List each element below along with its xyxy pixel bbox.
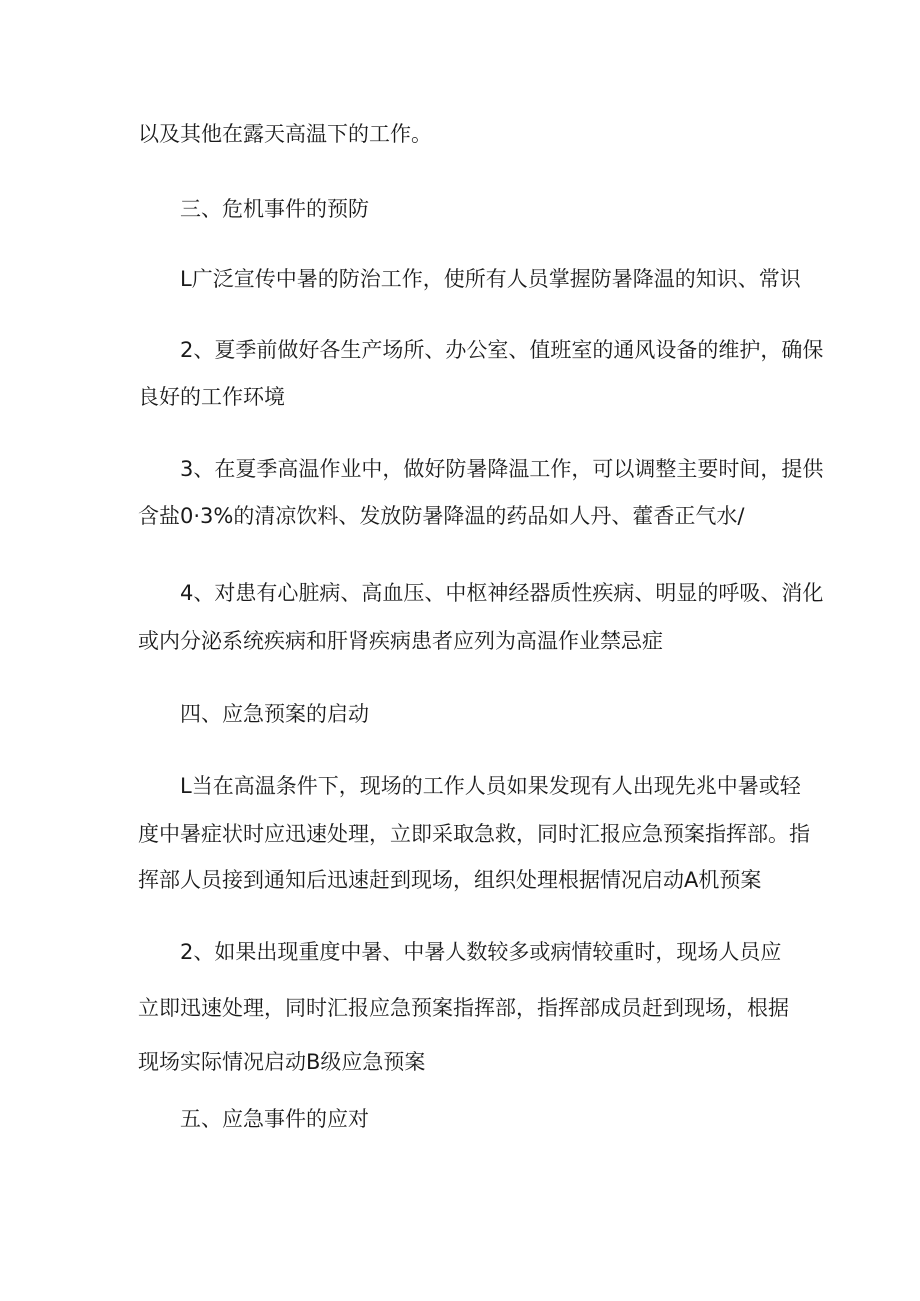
prevention-item-2-line-1: 2、夏季前做好各生产场所、办公室、值班室的通风设备的维护，确保	[180, 338, 824, 362]
prevention-item-1: L广泛宣传中暑的防治工作，使所有人员掌握防暑降温的知识、常识	[180, 267, 801, 291]
activation-item-1-line-3: 挥部人员接到通知后迅速赶到现场，组织处理根据情况启动A机预案	[138, 868, 762, 892]
activation-item-2-line-1: 2、如果出现重度中暑、中暑人数较多或病情较重时，现场人员应	[180, 940, 782, 964]
section-heading-response: 五、应急事件的应对	[180, 1107, 369, 1131]
activation-item-1-line-1: L当在高温条件下，现场的工作人员如果发现有人出现先兆中暑或轻	[180, 774, 801, 798]
activation-item-1-line-2: 度中暑症状时应迅速处理，立即采取急救，同时汇报应急预案指挥部。指	[138, 822, 810, 846]
prevention-item-3-line-1: 3、在夏季高温作业中，做好防暑降温工作，可以调整主要时间，提供	[180, 457, 824, 481]
prevention-item-4-line-2: 或内分泌系统疾病和肝肾疾病患者应列为高温作业禁忌症	[138, 629, 663, 653]
section-heading-activation: 四、应急预案的启动	[180, 702, 369, 726]
activation-item-2-line-3: 现场实际情况启动B级应急预案	[138, 1050, 426, 1074]
prevention-item-4-line-1: 4、对患有心脏病、高血压、中枢神经器质性疾病、明显的呼吸、消化	[180, 581, 824, 605]
section-heading-prevention: 三、危机事件的预防	[180, 197, 369, 221]
prevention-item-2-line-2: 良好的工作环境	[138, 385, 285, 409]
prevention-item-3-line-2: 含盐0·3%的清凉饮料、发放防暑降温的药品如人丹、藿香正气水/	[138, 504, 745, 528]
paragraph-continuation: 以及其他在露天高温下的工作。	[138, 122, 432, 146]
activation-item-2-line-2: 立即迅速处理，同时汇报应急预案指挥部，指挥部成员赶到现场，根据	[138, 996, 789, 1020]
